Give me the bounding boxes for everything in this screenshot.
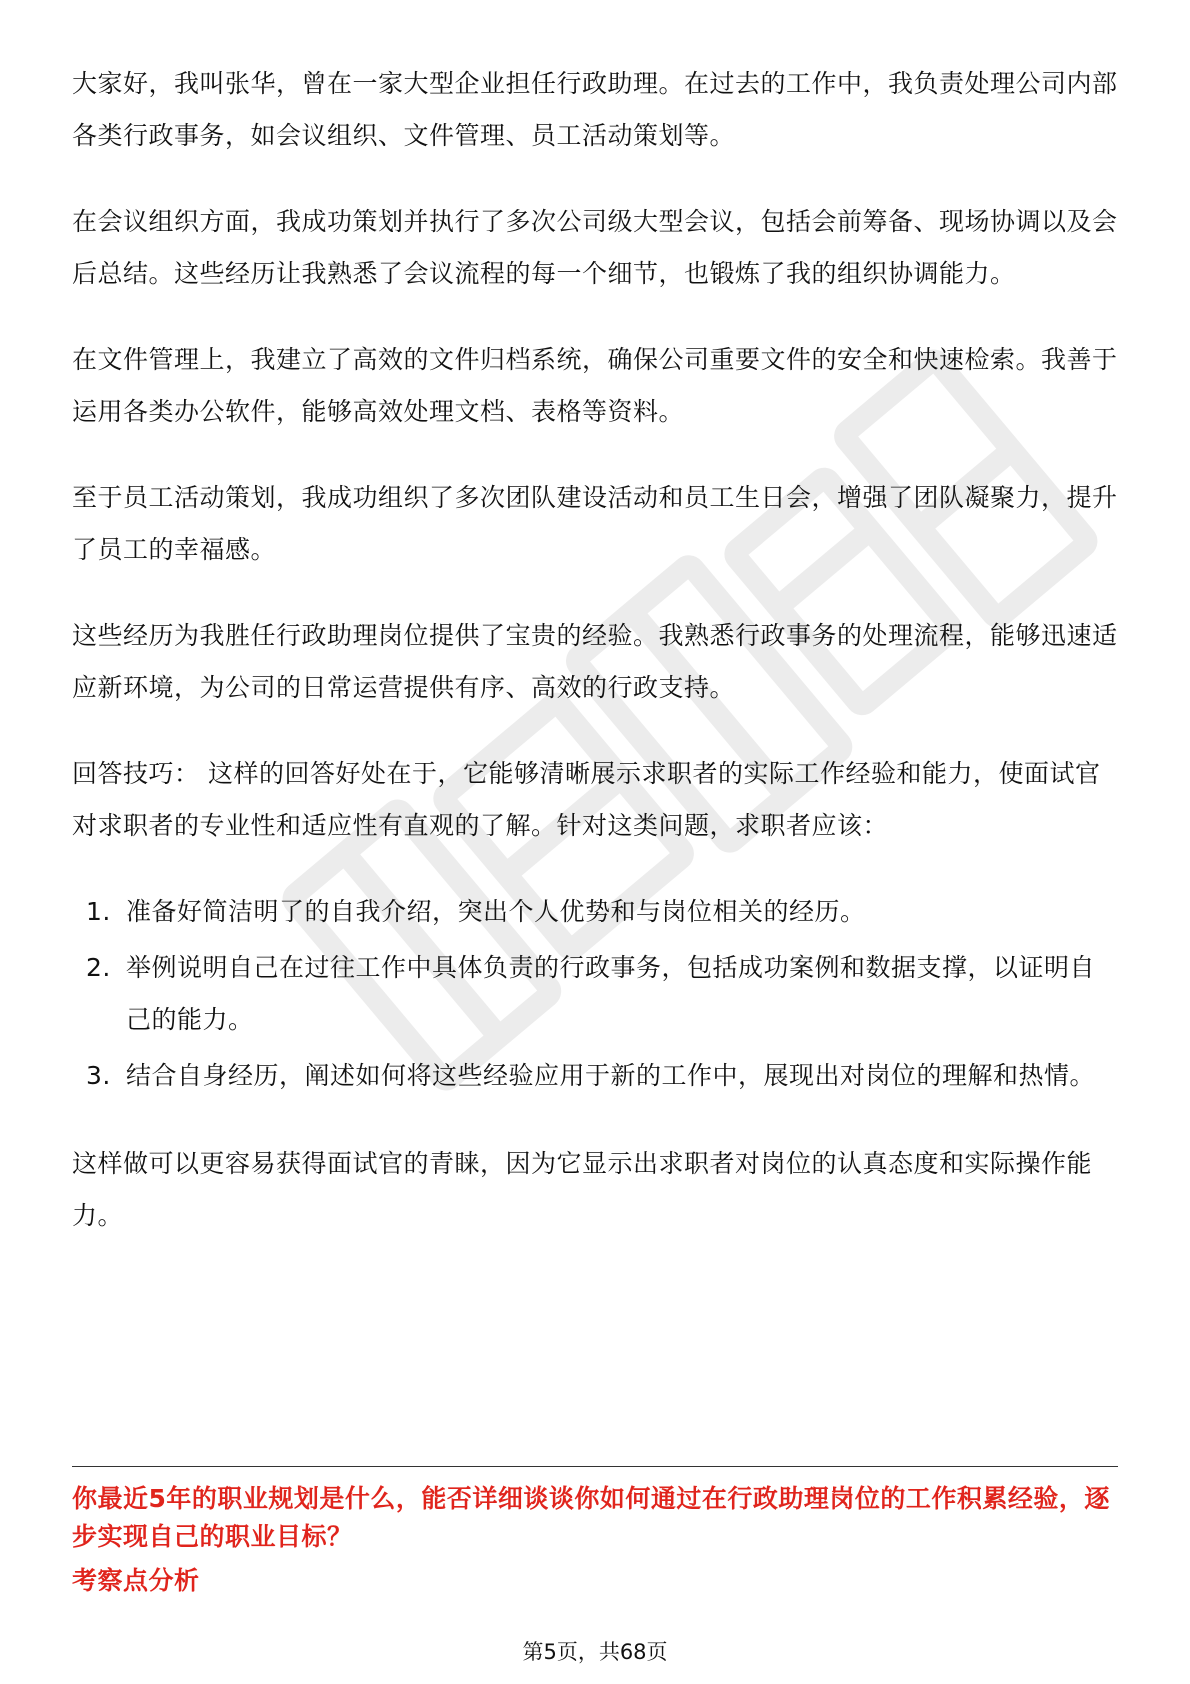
paragraph-answer-tips: 回答技巧： 这样的回答好处在于，它能够清晰展示求职者的实际工作经验和能力，使面试官对求职者的专业性和适应性有直观的了解。针对这类问题，求职者应该： xyxy=(72,759,1101,840)
list-item-number: 2. xyxy=(86,953,111,982)
list-item xyxy=(72,942,1118,1046)
list-item-text: 举例说明自己在过往工作中具体负责的行政事务，包括成功案例和数据支撑，以证明自己的能力。 xyxy=(126,953,1096,1034)
tips-list xyxy=(72,886,1118,1102)
section-divider xyxy=(72,1466,1118,1467)
paragraph-summary: 这些经历为我胜任行政助理岗位提供了宝贵的经验。我熟悉行政事务的处理流程，能够迅速适应新环境，为公司的日常运营提供有序、高效的行政支持。 xyxy=(72,621,1118,702)
analysis-heading: 考察点分析 xyxy=(72,1566,200,1595)
paragraph-closing: 这样做可以更容易获得面试官的青睐，因为它显示出求职者对岗位的认真态度和实际操作能力。 xyxy=(72,1149,1093,1230)
list-item-number: 3. xyxy=(86,1061,111,1090)
list-item xyxy=(72,1050,1118,1102)
list-item xyxy=(72,886,1118,938)
page-number-footer: 第5页，共68页 xyxy=(522,1640,668,1664)
paragraph-meetings: 在会议组织方面，我成功策划并执行了多次公司级大型会议，包括会前筹备、现场协调以及会后总结。这些经历让我熟悉了会议流程的每一个细节，也锻炼了我的组织协调能力。 xyxy=(72,207,1118,288)
list-item-number: 1. xyxy=(86,897,111,926)
list-item-text: 结合自身经历，阐述如何将这些经验应用于新的工作中，展现出对岗位的理解和热情。 xyxy=(126,1061,1096,1090)
paragraph-intro: 大家好，我叫张华，曾在一家大型企业担任行政助理。在过去的工作中，我负责处理公司内部各类行政事务，如会议组织、文件管理、员工活动策划等。 xyxy=(72,69,1118,150)
paragraph-activities: 至于员工活动策划，我成功组织了多次团队建设活动和员工生日会，增强了团队凝聚力，提升了员工的幸福感。 xyxy=(72,483,1118,564)
paragraph-files: 在文件管理上，我建立了高效的文件归档系统，确保公司重要文件的安全和快速检索。我善于运用各类办公软件，能够高效处理文档、表格等资料。 xyxy=(72,345,1118,426)
main-content xyxy=(72,58,1118,1276)
next-question-heading: 你最近5年的职业规划是什么，能否详细谈谈你如何通过在行政助理岗位的工作积累经验，逐步实现自己的职业目标？ xyxy=(72,1484,1110,1551)
list-item-text: 准备好简洁明了的自我介绍，突出个人优势和与岗位相关的经历。 xyxy=(126,897,866,926)
